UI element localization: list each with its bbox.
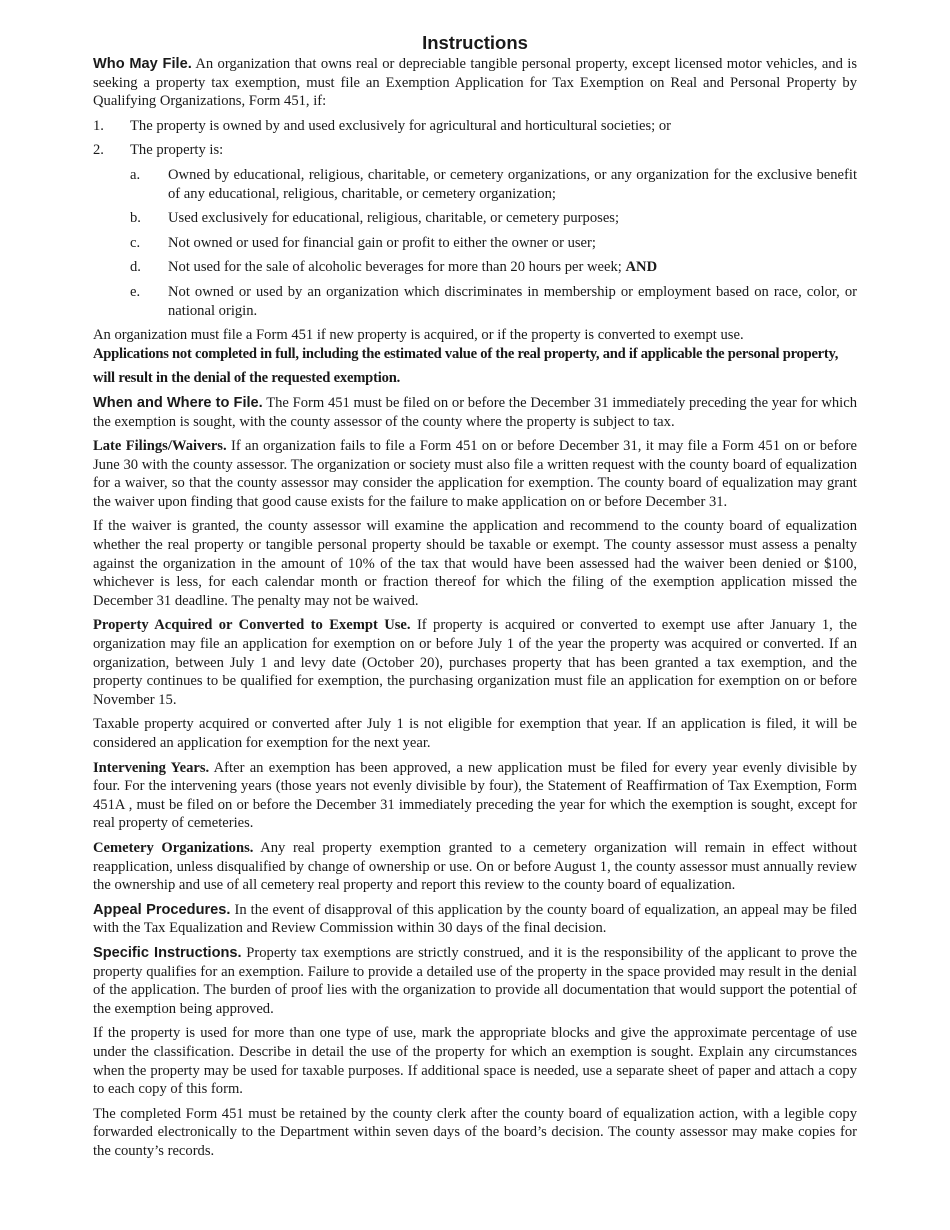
when-where-paragraph: [93, 394, 857, 431]
specific-heading: Specific Instructions.: [93, 944, 242, 961]
sub-item-letter: b.: [130, 210, 141, 227]
sub-item-letter: d.: [130, 259, 141, 276]
page-title: Instructions: [422, 32, 528, 53]
list-item-text: The property is owned by and used exclusively for agricultural and horticultural societies; or: [130, 117, 672, 134]
new-property-paragraph: An organization must file a Form 451 if new property is acquired, or if the property is converted to exempt use.: [93, 327, 744, 344]
who-may-file-paragraph: [93, 55, 857, 111]
sub-item-text: Not owned or used for financial gain or profit to either the owner or user;: [168, 234, 596, 251]
intervening-heading: Intervening Years.: [93, 759, 210, 776]
intervening-paragraph: [93, 759, 857, 833]
sub-item-text: Used exclusively for educational, religious, charitable, or cemetery purposes;: [168, 210, 620, 227]
sub-item-b: [130, 209, 857, 228]
appeal-paragraph: [93, 901, 857, 938]
sub-item-text: [168, 258, 857, 277]
denial-warning-line-1: Applications not completed in full, including the estimated value of the real property, and if applicable the personal property,: [93, 345, 839, 362]
appeal-heading: Appeal Procedures.: [93, 901, 231, 918]
sub-item-text: Owned by educational, religious, charitable, or cemetery organizations, or any organization for the exclusive benefit of any educational, religious, charitable, or cemetery organization;: [168, 166, 857, 202]
appeal-text: In the event of disapproval of this application by the county board of equalization, an appeal may be filed with the Tax Equalization and Review Commission within 30 days of the final decision.: [93, 901, 857, 937]
denial-warning-line-2: will result in the denial of the requested exemption.: [93, 370, 401, 387]
list-item-number: 2.: [93, 142, 104, 159]
list-item-2: [93, 141, 857, 160]
late-filings-heading: Late Filings/Waivers.: [93, 438, 227, 455]
list-item-number: 1.: [93, 117, 104, 134]
list-item-1: [93, 117, 857, 136]
sub-item-letter: c.: [130, 234, 141, 251]
cemetery-text: Any real property exemption granted to a cemetery organization will remain in effect without reapplication, unless disqualified by change of ownership or use. On or before August 1, the county assessor must annually review the ownership and use of all cemetery real property and report this review to the county board of equalization.: [93, 839, 858, 894]
specific-text: Property tax exemptions are strictly construed, and it is the responsibility of the applicant to prove the property qualifies for an exemption. Failure to provide a detailed use of the property in the space provided may result in the denial of the application. The burden of proof lies with the organization to provide all documentation that would support the potential of the exemption being approved.: [93, 944, 858, 1017]
intervening-text: After an exemption has been approved, a new application must be filed for every year evenly divisible by four. For the intervening years (those years not evenly divisible by four), the Statement of Reaffirmation of Tax Exemption, Form 451A , must be filed on or before the December 31 immediately preceding the year for which the exemption is sought, except for real property of cemeteries.: [93, 759, 857, 832]
sub-item-c: [130, 234, 857, 253]
specific-paragraph: [93, 944, 857, 1018]
late-filings-paragraph: [93, 437, 857, 511]
sub-item-d-text: Not used for the sale of alcoholic beverages for more than 20 hours per week;: [168, 259, 626, 276]
sub-item-d-and: AND: [625, 259, 658, 276]
waiver-paragraph: If the waiver is granted, the county assessor will examine the application and recommend to the county board of equalization whether the real property or tangible personal property should be taxable or exempt. The county assessor must assess a penalty against the organization in the amount of 10% of the tax that would have been assessed had the waiver been denied or $100, whichever is less, for each calendar month or fraction thereof for which the filing of the exemption application missed the December 31 deadline. The penalty may not be waived.: [93, 518, 857, 609]
retention-paragraph: The completed Form 451 must be retained by the county clerk after the county board of equalization action, with a legible copy forwarded electronically to the Department within seven days of the board’s decision. The county assessor may make copies for the county’s records.: [93, 1105, 857, 1159]
sub-item-e: [130, 283, 857, 320]
sub-list: [93, 166, 857, 320]
list-item-text: The property is:: [130, 142, 224, 159]
acquired-heading: Property Acquired or Converted to Exempt Use.: [93, 617, 411, 634]
late-filings-text: If an organization fails to file a Form 451 on or before December 31, it may file a Form 451 on or before June 30 with the county assessor. The organization or society must also file a written request with the county board of equalization for a waiver, so that the county assessor may consider the application for exemption. The county board of equalization may grant the waiver upon finding that good cause exists for the failure to make application on or before December 31.: [93, 438, 857, 510]
when-where-text: The Form 451 must be filed on or before the December 31 immediately preceding the year for which the exemption is sought, with the county assessor of the county where the property is subject to tax.: [93, 394, 858, 430]
who-may-file-text: An organization that owns real or depreciable tangible personal property, except licensed motor vehicles, and is seeking a property tax exemption, must file an Exemption Application for Tax Exemption on Real and Personal Property by Qualifying Organizations, Form 451, if:: [93, 56, 857, 110]
acquired-text: If property is acquired or converted to exempt use after January 1, the organization may file an application for exemption on or before July 1 of the year the property was acquired or converted. If an organization, between July 1 and levy date (October 20), purchases property that has been granted a tax exemption, and the property continues to be qualified for exemption, the purchasing organization must file an application for exemption on or before November 15.: [93, 617, 857, 708]
sub-item-letter: a.: [130, 166, 141, 183]
cemetery-paragraph: [93, 839, 857, 895]
who-may-file-heading: Who May File.: [93, 56, 192, 72]
after-july-paragraph: Taxable property acquired or converted after July 1 is not eligible for exemption that year. If an application is filed, it will be considered an application for exemption for the next year.: [93, 716, 857, 751]
multiple-use-paragraph: If the property is used for more than one type of use, mark the appropriate blocks and give the approximate percentage of use under the classification. Describe in detail the use of the property for which an exemption is sought. Explain any circumstances when the property may be used for taxable purposes. If additional space is needed, use a separate sheet of paper and attach a copy to each copy of this form.: [93, 1025, 857, 1098]
sub-item-text: Not owned or used by an organization which discriminates in membership or employment based on race, color, or national origin.: [168, 283, 857, 319]
when-where-heading: When and Where to File.: [93, 394, 263, 411]
sub-item-d: [130, 258, 857, 277]
sub-item-letter: e.: [130, 283, 141, 300]
acquired-paragraph: [93, 616, 857, 709]
sub-item-a: [130, 166, 857, 203]
cemetery-heading: Cemetery Organizations.: [93, 839, 254, 856]
